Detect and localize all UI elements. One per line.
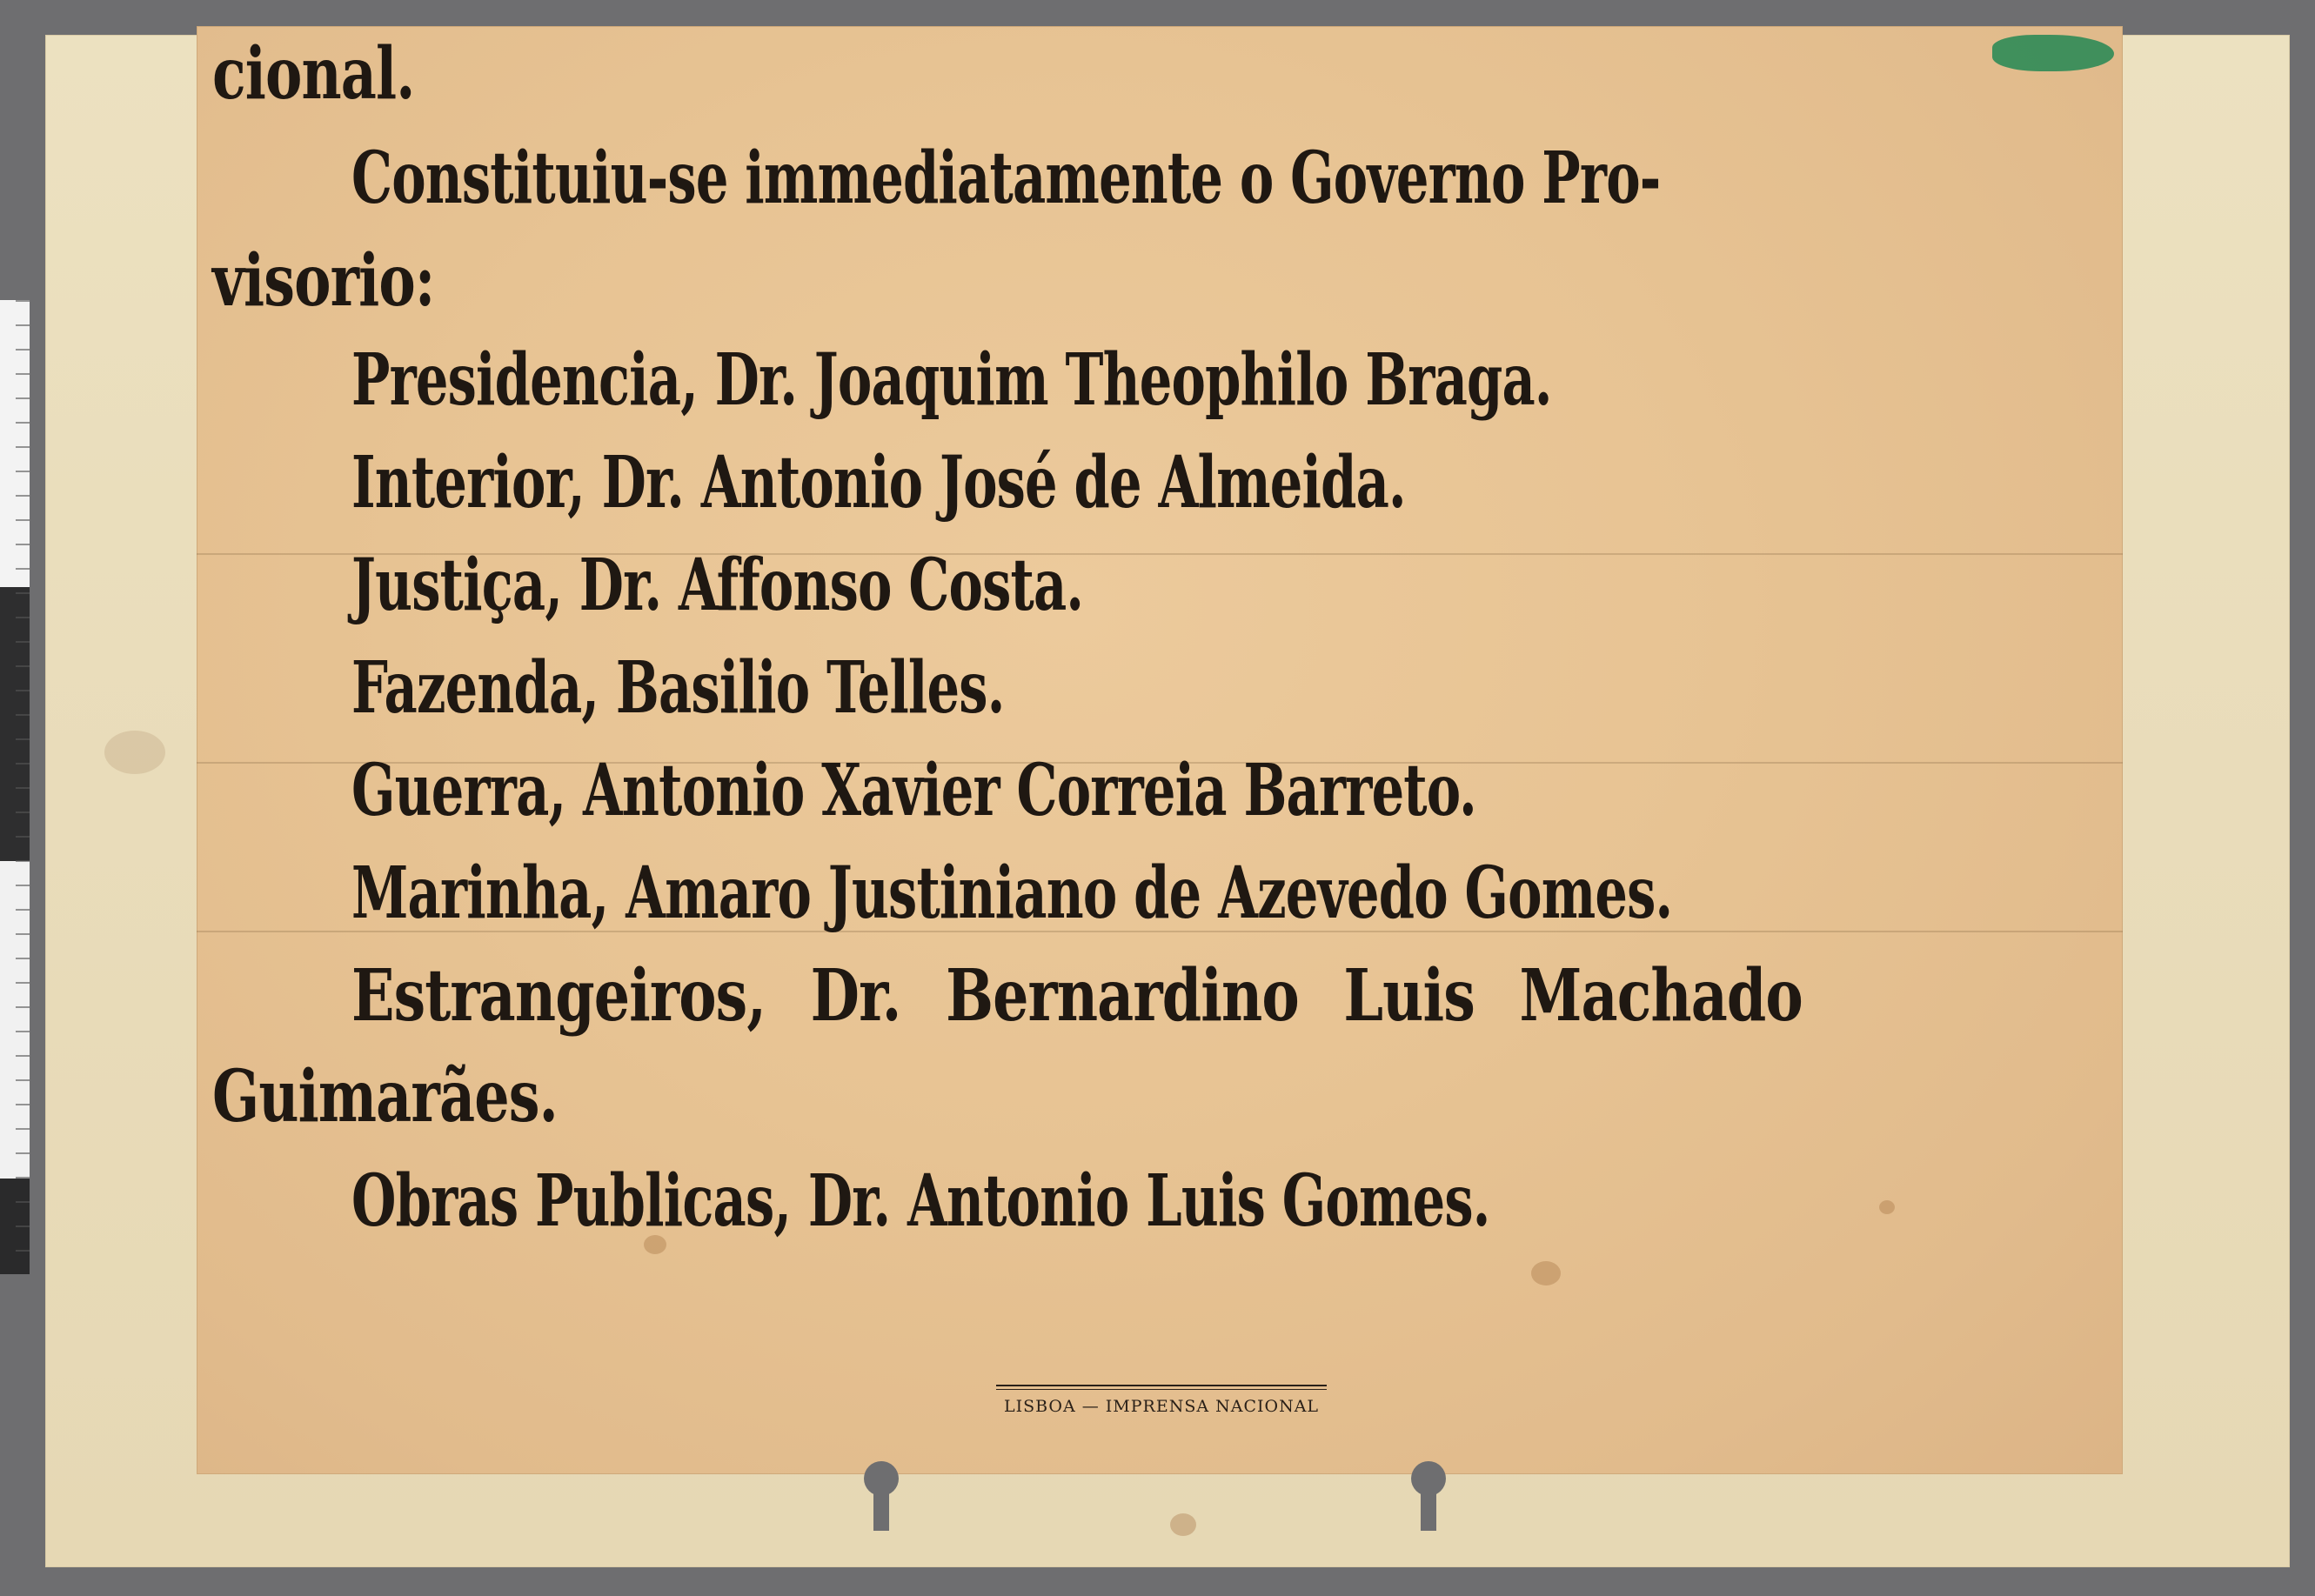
text-line: Estrangeiros, Dr. Bernardino Luis Machado: [351, 954, 1803, 1038]
printer-imprint: LISBOA — IMPRENSA NACIONAL: [1003, 1397, 1320, 1416]
foxing-stain: [1531, 1261, 1561, 1285]
text-line: cional.: [212, 32, 415, 116]
text-line: Presidencia, Dr. Joaquim Theophilo Braga.: [351, 338, 1552, 422]
text-line: Fazenda, Basilio Telles.: [351, 646, 1005, 730]
text-line: Interior, Dr. Antonio José de Almeida.: [351, 441, 1406, 524]
text-line: Justiça, Dr. Affonso Costa.: [351, 544, 1084, 627]
foxing-stain: [104, 731, 165, 774]
imprint-rule: [996, 1389, 1327, 1390]
text-line: Obras Publicas, Dr. Antonio Luis Gomes.: [351, 1159, 1490, 1243]
imprint-rule: [996, 1385, 1327, 1386]
foxing-stain: [1170, 1513, 1196, 1536]
text-line: Guerra, Antonio Xavier Correia Barreto.: [351, 749, 1476, 832]
green-fragment: [1992, 35, 2114, 71]
punch-hole-notch: [1421, 1483, 1436, 1531]
foxing-stain: [1879, 1200, 1895, 1214]
text-line: Guimarães.: [212, 1055, 558, 1139]
punch-hole-notch: [873, 1483, 889, 1531]
ruler-ticks: [16, 300, 30, 1274]
text-line: Marinha, Amaro Justiniano de Azevedo Gomes.: [351, 851, 1673, 935]
text-line: Constituiu-se immediatamente o Governo Pro-: [351, 137, 1661, 220]
text-line: visorio:: [212, 239, 435, 323]
color-calibration-ruler: [0, 300, 30, 1274]
